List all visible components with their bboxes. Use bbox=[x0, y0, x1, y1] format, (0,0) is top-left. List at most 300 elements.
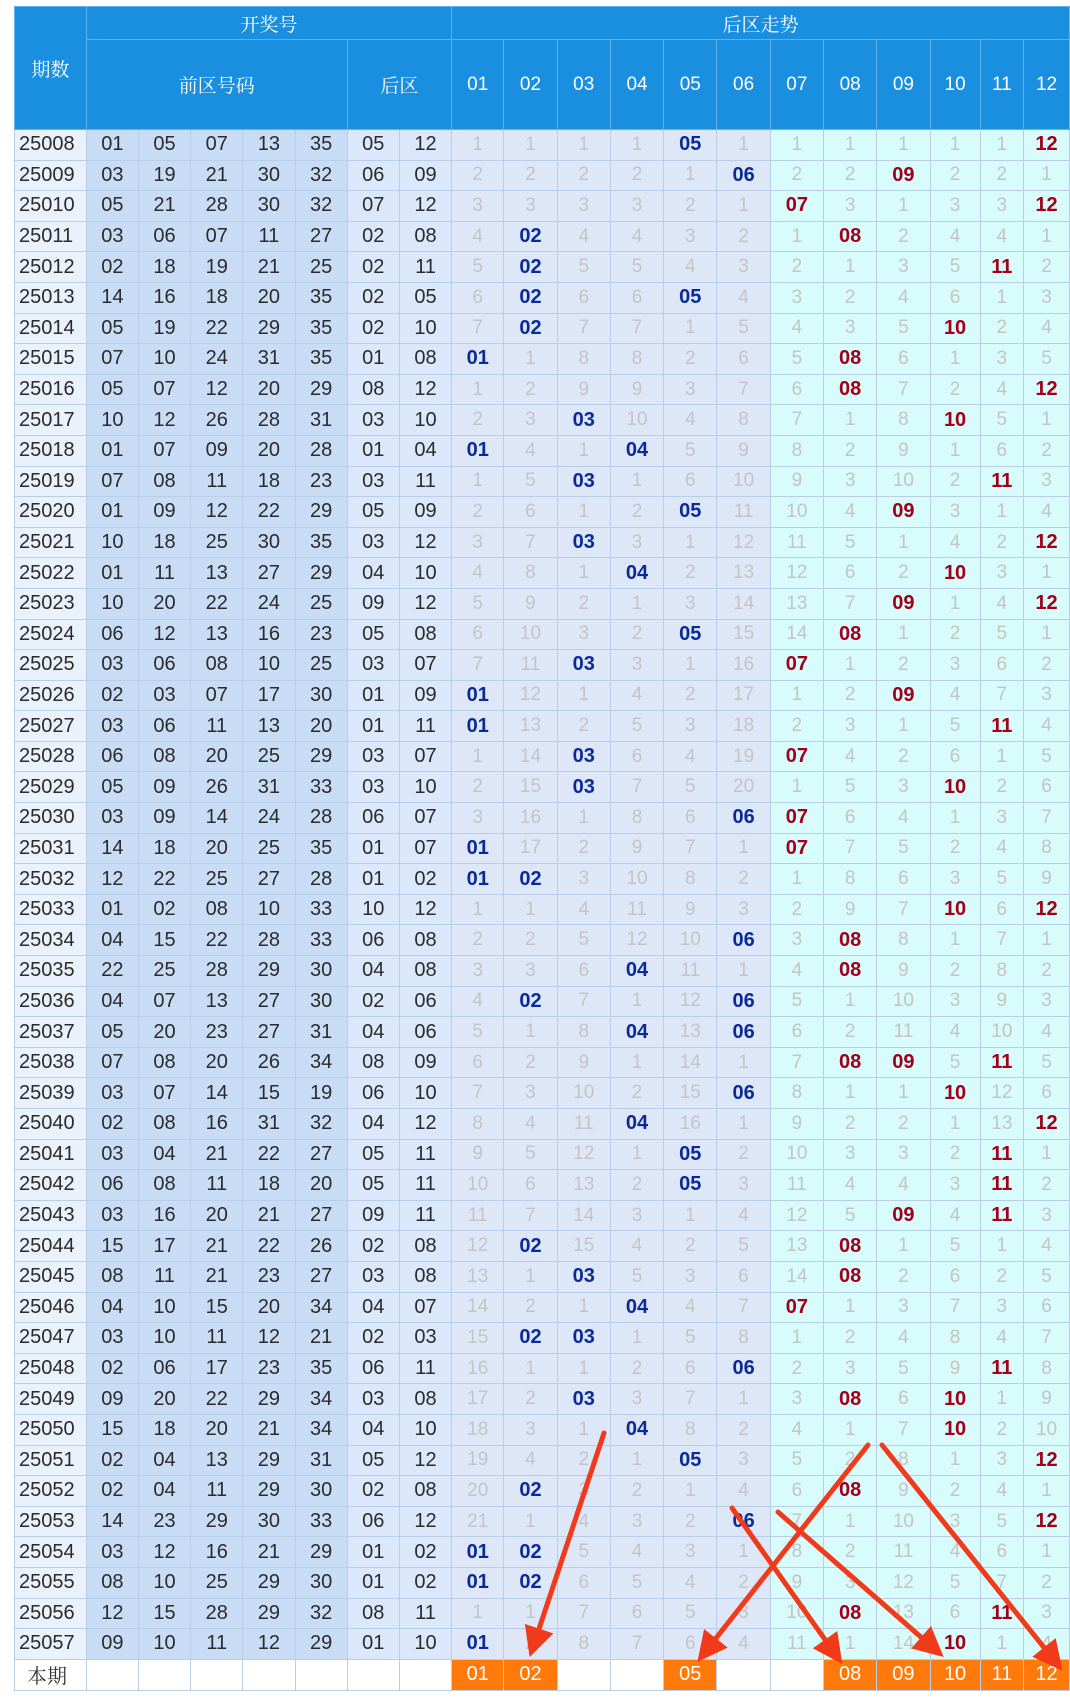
trend-miss-cell: 9 bbox=[877, 1476, 930, 1507]
front-number-cell: 20 bbox=[191, 1414, 243, 1445]
trend-miss-cell: 5 bbox=[930, 1231, 980, 1262]
front-number-cell: 08 bbox=[191, 894, 243, 925]
trend-miss-cell: 1 bbox=[930, 435, 980, 466]
back-number-cell: 02 bbox=[399, 1567, 451, 1598]
trend-miss-cell: 10 bbox=[452, 1170, 504, 1201]
trend-miss-cell: 2 bbox=[877, 558, 930, 589]
back-number-cell: 10 bbox=[399, 1414, 451, 1445]
trend-miss-cell: 2 bbox=[930, 160, 980, 191]
front-number-cell: 02 bbox=[86, 680, 138, 711]
trend-miss-cell: 6 bbox=[452, 1047, 504, 1078]
trend-miss-cell: 1 bbox=[504, 1353, 557, 1384]
front-number-cell: 27 bbox=[243, 558, 295, 589]
back-number-cell: 03 bbox=[347, 1384, 399, 1415]
front-number-cell: 06 bbox=[86, 619, 138, 650]
back-number-cell: 09 bbox=[399, 497, 451, 528]
current-period-label: 本期 bbox=[15, 1659, 87, 1690]
trend-hit-cell: 06 bbox=[717, 803, 770, 834]
trend-miss-cell: 8 bbox=[1024, 833, 1070, 864]
front-number-cell: 02 bbox=[86, 1109, 138, 1140]
trend-miss-cell: 3 bbox=[504, 1078, 557, 1109]
front-number-cell: 11 bbox=[191, 466, 243, 497]
trend-miss-cell: 4 bbox=[770, 313, 823, 344]
trend-miss-cell: 9 bbox=[452, 1139, 504, 1170]
front-number-cell: 29 bbox=[243, 1476, 295, 1507]
trend-miss-cell: 1 bbox=[717, 956, 770, 987]
trend-miss-cell: 3 bbox=[664, 1537, 717, 1568]
trend-miss-cell: 7 bbox=[930, 1292, 980, 1323]
back-number-cell: 01 bbox=[347, 833, 399, 864]
trend-miss-cell: 3 bbox=[930, 986, 980, 1017]
front-number-cell: 33 bbox=[295, 894, 347, 925]
period-cell: 25027 bbox=[15, 711, 87, 742]
trend-table bbox=[14, 6, 1070, 1691]
trend-miss-cell: 1 bbox=[452, 374, 504, 405]
front-number-cell: 23 bbox=[191, 1017, 243, 1048]
current-period-row bbox=[15, 1659, 1070, 1690]
front-number-cell: 11 bbox=[191, 1170, 243, 1201]
trend-miss-cell: 8 bbox=[664, 864, 717, 895]
front-number-cell: 32 bbox=[295, 1598, 347, 1629]
trend-miss-cell: 1 bbox=[824, 1629, 877, 1660]
table-row bbox=[15, 680, 1070, 711]
trend-miss-cell: 11 bbox=[877, 1017, 930, 1048]
trend-miss-cell: 9 bbox=[1024, 864, 1070, 895]
trend-miss-cell: 2 bbox=[610, 1353, 663, 1384]
trend-miss-cell: 2 bbox=[557, 833, 610, 864]
table-row bbox=[15, 221, 1070, 252]
trend-miss-cell: 1 bbox=[452, 741, 504, 772]
trend-miss-cell: 4 bbox=[877, 1323, 930, 1354]
trend-hit-cell: 04 bbox=[610, 1414, 663, 1445]
trend-miss-cell: 3 bbox=[1024, 986, 1070, 1017]
period-cell: 25045 bbox=[15, 1261, 87, 1292]
trend-miss-cell: 5 bbox=[877, 833, 930, 864]
front-number-cell: 27 bbox=[243, 1017, 295, 1048]
trend-miss-cell: 7 bbox=[877, 1414, 930, 1445]
back-number-cell: 11 bbox=[399, 711, 451, 742]
front-number-cell: 07 bbox=[138, 435, 190, 466]
front-number-cell: 21 bbox=[243, 252, 295, 283]
trend-hit-cell: 04 bbox=[610, 558, 663, 589]
trend-miss-cell: 12 bbox=[610, 925, 663, 956]
trend-miss-cell: 14 bbox=[664, 1047, 717, 1078]
trend-miss-cell: 3 bbox=[504, 405, 557, 436]
trend-miss-cell: 6 bbox=[452, 619, 504, 650]
trend-miss-cell: 1 bbox=[824, 405, 877, 436]
front-number-cell: 13 bbox=[243, 711, 295, 742]
front-number-cell: 25 bbox=[295, 650, 347, 681]
trend-miss-cell: 1 bbox=[770, 864, 823, 895]
trend-miss-cell: 5 bbox=[557, 925, 610, 956]
trend-miss-cell: 2 bbox=[717, 1567, 770, 1598]
front-number-cell: 12 bbox=[191, 497, 243, 528]
front-number-cell: 06 bbox=[86, 1170, 138, 1201]
trend-miss-cell: 11 bbox=[770, 1170, 823, 1201]
front-number-cell: 28 bbox=[295, 803, 347, 834]
table-row bbox=[15, 374, 1070, 405]
table-row bbox=[15, 1567, 1070, 1598]
front-number-cell: 25 bbox=[138, 956, 190, 987]
period-cell: 25052 bbox=[15, 1476, 87, 1507]
trend-miss-cell: 2 bbox=[770, 160, 823, 191]
back-number-cell: 09 bbox=[399, 1047, 451, 1078]
front-number-cell: 20 bbox=[243, 435, 295, 466]
trend-hit-cell: 02 bbox=[504, 282, 557, 313]
back-number-cell: 01 bbox=[347, 435, 399, 466]
trend-miss-cell: 2 bbox=[504, 160, 557, 191]
trend-hit-cell: 12 bbox=[1024, 1506, 1070, 1537]
trend-miss-cell: 1 bbox=[717, 1109, 770, 1140]
trend-miss-cell: 7 bbox=[770, 1506, 823, 1537]
front-number-cell: 16 bbox=[191, 1537, 243, 1568]
trend-hit-cell: 05 bbox=[664, 130, 717, 161]
front-number-cell: 08 bbox=[138, 741, 190, 772]
front-number-cell: 30 bbox=[295, 986, 347, 1017]
period-cell: 25028 bbox=[15, 741, 87, 772]
trend-miss-cell: 4 bbox=[877, 803, 930, 834]
back-number-cell: 06 bbox=[347, 160, 399, 191]
front-number-cell: 29 bbox=[295, 1629, 347, 1660]
trend-miss-cell: 4 bbox=[610, 1231, 663, 1262]
trend-miss-cell: 7 bbox=[557, 313, 610, 344]
front-number-cell: 20 bbox=[243, 374, 295, 405]
trend-miss-cell: 3 bbox=[877, 252, 930, 283]
front-number-cell: 01 bbox=[86, 894, 138, 925]
trend-miss-cell: 6 bbox=[717, 1261, 770, 1292]
trend-hit-cell: 11 bbox=[980, 1170, 1023, 1201]
front-number-cell: 13 bbox=[243, 130, 295, 161]
trend-miss-cell: 2 bbox=[980, 1261, 1023, 1292]
trend-hit-cell: 11 bbox=[980, 1200, 1023, 1231]
lottery-trend-chart bbox=[14, 6, 1070, 1700]
trend-miss-cell: 16 bbox=[452, 1353, 504, 1384]
trend-miss-cell: 3 bbox=[452, 527, 504, 558]
table-row bbox=[15, 833, 1070, 864]
trend-miss-cell: 2 bbox=[770, 894, 823, 925]
trend-miss-cell: 5 bbox=[1024, 344, 1070, 375]
trend-miss-cell: 14 bbox=[717, 588, 770, 619]
front-number-cell: 03 bbox=[138, 680, 190, 711]
front-number-cell: 35 bbox=[295, 282, 347, 313]
front-number-cell: 21 bbox=[138, 191, 190, 222]
trend-hit-cell: 05 bbox=[664, 1170, 717, 1201]
trend-hit-cell: 06 bbox=[717, 160, 770, 191]
trend-miss-cell: 5 bbox=[504, 466, 557, 497]
trend-miss-cell: 2 bbox=[1024, 252, 1070, 283]
trend-hit-cell: 01 bbox=[452, 833, 504, 864]
back-number-cell: 07 bbox=[399, 650, 451, 681]
front-number-cell: 30 bbox=[295, 1476, 347, 1507]
trend-miss-cell: 1 bbox=[824, 1414, 877, 1445]
front-number-cell: 05 bbox=[138, 130, 190, 161]
trend-hit-cell: 08 bbox=[824, 344, 877, 375]
trend-miss-cell: 4 bbox=[1024, 1629, 1070, 1660]
back-number-cell: 10 bbox=[399, 1078, 451, 1109]
front-number-cell: 23 bbox=[295, 619, 347, 650]
trend-hit-cell: 12 bbox=[1024, 527, 1070, 558]
trend-miss-cell: 4 bbox=[504, 435, 557, 466]
trend-miss-cell: 6 bbox=[557, 1567, 610, 1598]
front-number-cell: 16 bbox=[243, 619, 295, 650]
back-number-cell: 04 bbox=[399, 435, 451, 466]
period-cell: 25019 bbox=[15, 466, 87, 497]
trend-miss-cell: 10 bbox=[717, 466, 770, 497]
front-number-cell: 20 bbox=[138, 1017, 190, 1048]
trend-miss-cell: 3 bbox=[610, 1506, 663, 1537]
trend-hit-cell: 02 bbox=[504, 1567, 557, 1598]
trend-miss-cell: 4 bbox=[610, 680, 663, 711]
trend-miss-cell: 12 bbox=[452, 1231, 504, 1262]
trend-hit-cell: 10 bbox=[930, 1384, 980, 1415]
trend-miss-cell: 6 bbox=[1024, 1292, 1070, 1323]
front-number-cell: 26 bbox=[295, 1231, 347, 1262]
front-number-cell: 09 bbox=[191, 435, 243, 466]
trend-miss-cell: 6 bbox=[664, 803, 717, 834]
trend-miss-cell: 7 bbox=[610, 313, 663, 344]
back-number-cell: 06 bbox=[347, 925, 399, 956]
trend-hit-cell: 07 bbox=[770, 803, 823, 834]
trend-miss-cell: 1 bbox=[824, 252, 877, 283]
trend-miss-cell: 11 bbox=[770, 527, 823, 558]
front-number-cell: 18 bbox=[138, 1414, 190, 1445]
trend-miss-cell: 3 bbox=[664, 711, 717, 742]
table-row bbox=[15, 803, 1070, 834]
trend-miss-cell: 4 bbox=[557, 221, 610, 252]
front-number-cell: 16 bbox=[191, 1109, 243, 1140]
back-number-cell: 03 bbox=[347, 1261, 399, 1292]
front-number-cell: 04 bbox=[86, 1292, 138, 1323]
front-number-cell: 35 bbox=[295, 130, 347, 161]
trend-miss-cell: 11 bbox=[504, 650, 557, 681]
trend-miss-cell: 8 bbox=[770, 435, 823, 466]
trend-miss-cell: 2 bbox=[504, 1384, 557, 1415]
trend-miss-cell: 4 bbox=[452, 558, 504, 589]
current-empty-cell bbox=[243, 1659, 295, 1690]
table-row bbox=[15, 741, 1070, 772]
trend-miss-cell: 5 bbox=[930, 711, 980, 742]
trend-miss-cell: 6 bbox=[1024, 1078, 1070, 1109]
trend-miss-cell: 2 bbox=[557, 588, 610, 619]
trend-miss-cell: 7 bbox=[980, 1567, 1023, 1598]
current-empty-cell bbox=[295, 1659, 347, 1690]
front-number-cell: 18 bbox=[138, 833, 190, 864]
trend-miss-cell: 2 bbox=[930, 833, 980, 864]
trend-column-header: 06 bbox=[717, 40, 770, 130]
trend-miss-cell: 7 bbox=[717, 374, 770, 405]
current-highlight-cell: 12 bbox=[1024, 1659, 1070, 1690]
trend-miss-cell: 3 bbox=[877, 772, 930, 803]
front-number-cell: 32 bbox=[295, 191, 347, 222]
front-number-cell: 22 bbox=[191, 925, 243, 956]
trend-hit-cell: 12 bbox=[1024, 130, 1070, 161]
period-cell: 25031 bbox=[15, 833, 87, 864]
table-row bbox=[15, 1384, 1070, 1415]
trend-miss-cell: 8 bbox=[557, 344, 610, 375]
front-number-cell: 04 bbox=[138, 1139, 190, 1170]
trend-miss-cell: 3 bbox=[557, 191, 610, 222]
trend-miss-cell: 6 bbox=[610, 282, 663, 313]
trend-miss-cell: 1 bbox=[877, 711, 930, 742]
table-row bbox=[15, 1598, 1070, 1629]
front-number-cell: 09 bbox=[138, 497, 190, 528]
front-number-cell: 34 bbox=[295, 1292, 347, 1323]
back-number-cell: 11 bbox=[399, 1598, 451, 1629]
trend-miss-cell: 11 bbox=[452, 1200, 504, 1231]
trend-miss-cell: 8 bbox=[557, 1629, 610, 1660]
front-number-cell: 01 bbox=[86, 558, 138, 589]
trend-miss-cell: 4 bbox=[664, 741, 717, 772]
trend-hit-cell: 05 bbox=[664, 497, 717, 528]
trend-miss-cell: 7 bbox=[452, 650, 504, 681]
trend-miss-cell: 1 bbox=[664, 1476, 717, 1507]
trend-miss-cell: 1 bbox=[664, 313, 717, 344]
back-number-cell: 01 bbox=[347, 711, 399, 742]
front-number-cell: 16 bbox=[138, 282, 190, 313]
trend-miss-cell: 21 bbox=[452, 1506, 504, 1537]
trend-miss-cell: 1 bbox=[824, 1078, 877, 1109]
table-row bbox=[15, 1139, 1070, 1170]
trend-miss-cell: 3 bbox=[930, 864, 980, 895]
trend-miss-cell: 2 bbox=[452, 925, 504, 956]
trend-miss-cell: 10 bbox=[557, 1078, 610, 1109]
current-empty-cell bbox=[138, 1659, 190, 1690]
trend-hit-cell: 10 bbox=[930, 1629, 980, 1660]
trend-miss-cell: 4 bbox=[1024, 1017, 1070, 1048]
trend-miss-cell: 5 bbox=[877, 313, 930, 344]
front-number-cell: 20 bbox=[138, 588, 190, 619]
trend-miss-cell: 2 bbox=[452, 772, 504, 803]
trend-column-header: 12 bbox=[1024, 40, 1070, 130]
trend-miss-cell: 3 bbox=[1024, 466, 1070, 497]
trend-miss-cell: 4 bbox=[930, 1017, 980, 1048]
back-number-cell: 06 bbox=[347, 1353, 399, 1384]
back-number-cell: 07 bbox=[399, 833, 451, 864]
trend-miss-cell: 1 bbox=[980, 741, 1023, 772]
period-cell: 25016 bbox=[15, 374, 87, 405]
front-number-cell: 22 bbox=[243, 497, 295, 528]
trend-miss-cell: 1 bbox=[824, 130, 877, 161]
front-number-cell: 10 bbox=[138, 1567, 190, 1598]
trend-hit-cell: 08 bbox=[824, 956, 877, 987]
trend-hit-cell: 04 bbox=[610, 435, 663, 466]
front-number-cell: 03 bbox=[86, 650, 138, 681]
front-number-cell: 15 bbox=[243, 1078, 295, 1109]
front-number-cell: 10 bbox=[138, 1323, 190, 1354]
period-cell: 25037 bbox=[15, 1017, 87, 1048]
front-number-cell: 14 bbox=[86, 833, 138, 864]
trend-miss-cell: 2 bbox=[1024, 956, 1070, 987]
front-number-cell: 28 bbox=[243, 405, 295, 436]
front-number-cell: 29 bbox=[243, 1384, 295, 1415]
period-cell: 25015 bbox=[15, 344, 87, 375]
trend-miss-cell: 9 bbox=[557, 1047, 610, 1078]
trend-miss-cell: 2 bbox=[824, 435, 877, 466]
front-number-cell: 23 bbox=[138, 1506, 190, 1537]
back-number-cell: 02 bbox=[399, 864, 451, 895]
trend-miss-cell: 1 bbox=[824, 986, 877, 1017]
back-number-cell: 12 bbox=[399, 1445, 451, 1476]
trend-hit-cell: 06 bbox=[717, 925, 770, 956]
back-number-cell: 07 bbox=[399, 741, 451, 772]
trend-miss-cell: 6 bbox=[980, 435, 1023, 466]
trend-hit-cell: 02 bbox=[504, 221, 557, 252]
trend-miss-cell: 2 bbox=[930, 1476, 980, 1507]
back-number-cell: 02 bbox=[347, 282, 399, 313]
trend-miss-cell: 4 bbox=[770, 1414, 823, 1445]
front-number-cell: 11 bbox=[138, 1261, 190, 1292]
trend-miss-cell: 3 bbox=[664, 221, 717, 252]
trend-miss-cell: 6 bbox=[770, 1476, 823, 1507]
trend-miss-cell: 13 bbox=[452, 1261, 504, 1292]
trend-miss-cell: 10 bbox=[877, 466, 930, 497]
period-cell: 25046 bbox=[15, 1292, 87, 1323]
trend-miss-cell: 3 bbox=[980, 558, 1023, 589]
trend-hit-cell: 09 bbox=[877, 588, 930, 619]
table-row bbox=[15, 1537, 1070, 1568]
trend-miss-cell: 2 bbox=[452, 497, 504, 528]
trend-miss-cell: 5 bbox=[770, 344, 823, 375]
trend-hit-cell: 03 bbox=[557, 650, 610, 681]
trend-hit-cell: 06 bbox=[717, 986, 770, 1017]
trend-hit-cell: 01 bbox=[452, 711, 504, 742]
period-cell: 25044 bbox=[15, 1231, 87, 1262]
trend-miss-cell: 15 bbox=[504, 772, 557, 803]
front-number-cell: 21 bbox=[243, 1414, 295, 1445]
trend-miss-cell: 5 bbox=[557, 252, 610, 283]
trend-miss-cell: 1 bbox=[664, 1200, 717, 1231]
trend-hit-cell: 12 bbox=[1024, 1109, 1070, 1140]
front-number-cell: 07 bbox=[138, 1078, 190, 1109]
front-number-cell: 08 bbox=[86, 1567, 138, 1598]
trend-miss-cell: 18 bbox=[452, 1414, 504, 1445]
front-number-cell: 19 bbox=[138, 313, 190, 344]
table-row bbox=[15, 1078, 1070, 1109]
front-number-cell: 33 bbox=[295, 925, 347, 956]
trend-hit-cell: 03 bbox=[557, 772, 610, 803]
trend-miss-cell: 9 bbox=[930, 1353, 980, 1384]
trend-hit-cell: 11 bbox=[980, 1047, 1023, 1078]
back-number-cell: 08 bbox=[399, 1231, 451, 1262]
trend-miss-cell: 4 bbox=[664, 1292, 717, 1323]
back-number-cell: 12 bbox=[399, 527, 451, 558]
front-number-cell: 08 bbox=[138, 1170, 190, 1201]
front-number-cell: 20 bbox=[191, 1200, 243, 1231]
trend-miss-cell: 12 bbox=[770, 1200, 823, 1231]
trend-miss-cell: 3 bbox=[770, 282, 823, 313]
trend-miss-cell: 1 bbox=[877, 191, 930, 222]
trend-miss-cell: 1 bbox=[1024, 1139, 1070, 1170]
front-number-cell: 27 bbox=[295, 1200, 347, 1231]
front-number-cell: 03 bbox=[86, 1078, 138, 1109]
back-number-cell: 05 bbox=[347, 130, 399, 161]
trend-miss-cell: 11 bbox=[877, 1537, 930, 1568]
trend-miss-cell: 2 bbox=[504, 1047, 557, 1078]
trend-miss-cell: 4 bbox=[1024, 1231, 1070, 1262]
front-number-cell: 35 bbox=[295, 1353, 347, 1384]
trend-hit-cell: 07 bbox=[770, 650, 823, 681]
trend-miss-cell: 3 bbox=[824, 1139, 877, 1170]
trend-miss-cell: 12 bbox=[717, 527, 770, 558]
trend-miss-cell: 2 bbox=[717, 864, 770, 895]
front-number-cell: 21 bbox=[191, 1139, 243, 1170]
trend-miss-cell: 2 bbox=[664, 1231, 717, 1262]
trend-miss-cell: 7 bbox=[824, 833, 877, 864]
front-number-cell: 04 bbox=[86, 925, 138, 956]
current-empty-cell bbox=[717, 1659, 770, 1690]
trend-miss-cell: 5 bbox=[717, 313, 770, 344]
trend-miss-cell: 2 bbox=[1024, 650, 1070, 681]
